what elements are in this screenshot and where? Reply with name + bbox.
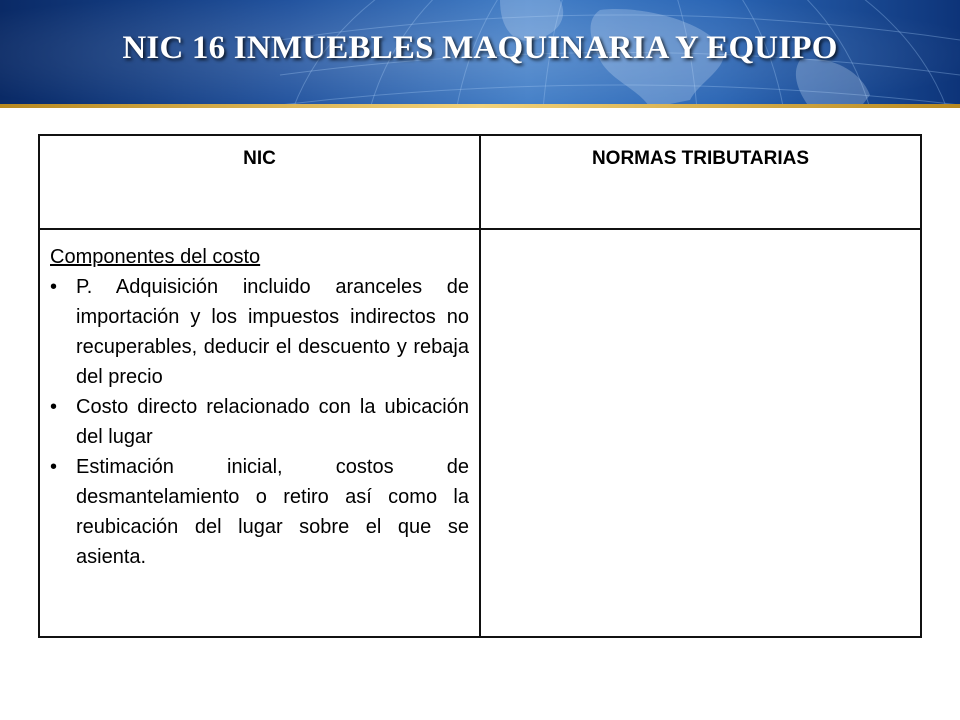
column-header-normas-tributarias: NORMAS TRIBUTARIAS xyxy=(480,135,921,229)
table-row xyxy=(39,229,921,637)
comparison-table xyxy=(38,134,922,638)
cost-components-heading: Componentes del costo xyxy=(50,246,261,268)
list-item xyxy=(50,452,469,572)
list-item xyxy=(50,392,469,452)
column-header-nic: NIC xyxy=(39,135,480,229)
banner-gold-divider xyxy=(0,104,960,108)
list-item-text: Costo directo relacionado con la ubicación del lugar xyxy=(76,396,469,448)
title-banner xyxy=(0,0,960,108)
nic-cell xyxy=(39,229,480,637)
bullet-icon: • xyxy=(50,276,58,298)
list-item-text: Estimación inicial, costos de desmantelamiento o retiro así como la reubicación del lugar sobre el que se asienta. xyxy=(76,456,469,568)
cost-components-list xyxy=(50,272,469,572)
normas-tributarias-cell xyxy=(480,229,921,637)
bullet-icon: • xyxy=(50,456,58,478)
list-item-text: P. Adquisición incluido aranceles de importación y los impuestos indirectos no recuperables, deducir el descuento y rebaja del precio xyxy=(76,276,469,388)
bullet-icon: • xyxy=(50,396,58,418)
page-title: NIC 16 INMUEBLES MAQUINARIA Y EQUIPO xyxy=(122,30,838,66)
list-item xyxy=(50,272,469,392)
table-header-row xyxy=(39,135,921,229)
